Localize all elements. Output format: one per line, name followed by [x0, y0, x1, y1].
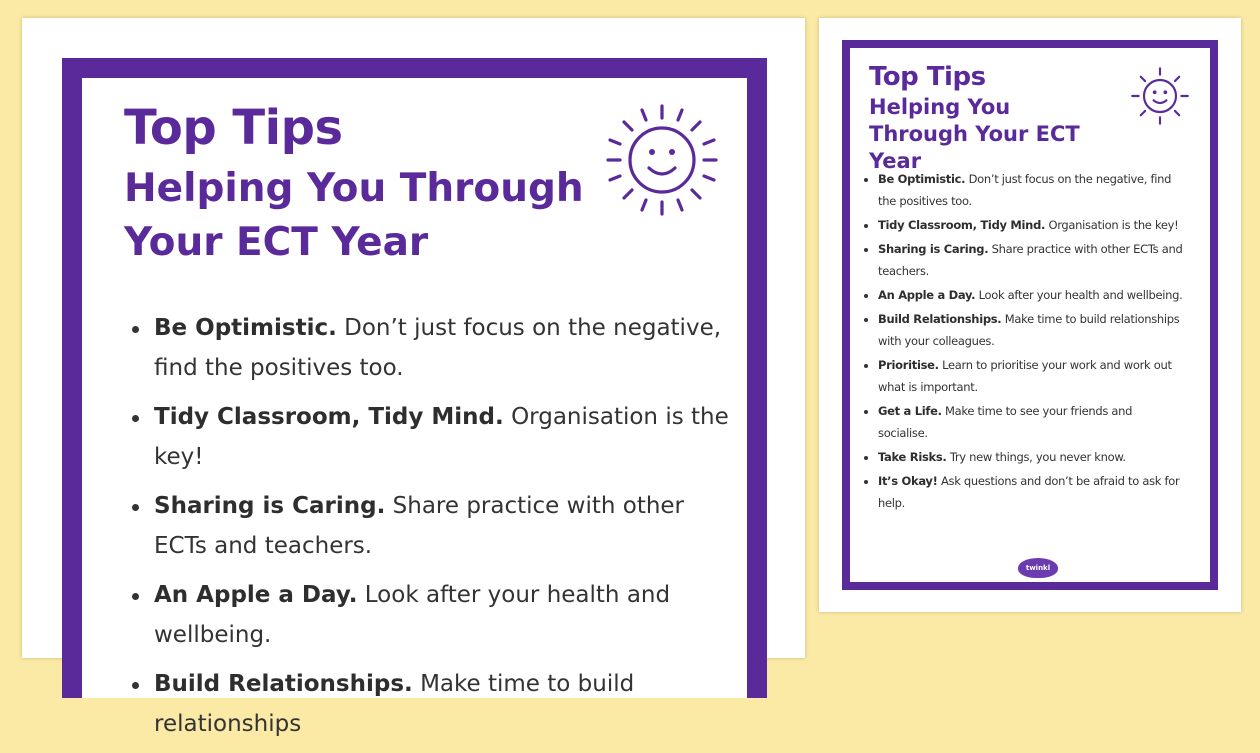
tips-list — [132, 308, 732, 753]
tip-heading: An Apple a Day. — [154, 582, 358, 608]
list-item — [864, 308, 1184, 352]
tips-list — [864, 168, 1184, 516]
tip-heading: An Apple a Day. — [878, 288, 976, 302]
list-item — [864, 238, 1184, 282]
tip-text: Organisation is the key! — [1048, 218, 1179, 232]
list-item — [864, 470, 1184, 514]
tip-text: Make time to build relationships — [154, 671, 635, 737]
tip-text: Make time to see your friends and socialise. — [878, 404, 1133, 440]
smiling-sun-icon — [1122, 64, 1198, 128]
small-poster-sheet — [819, 18, 1241, 612]
poster-subtitle: Helping You Through Your ECT Year — [124, 166, 584, 265]
list-item — [132, 486, 732, 566]
list-item — [864, 168, 1184, 212]
tip-heading: Take Risks. — [878, 450, 947, 464]
list-item — [132, 397, 732, 477]
tip-text: Ask questions and don’t be afraid to ask for help. — [878, 474, 1180, 510]
list-item — [132, 575, 732, 655]
tip-heading: Get a Life. — [878, 404, 942, 418]
poster-title: Top Tips — [869, 62, 986, 92]
tip-heading: Tidy Classroom, Tidy Mind. — [154, 404, 504, 430]
list-item — [864, 284, 1184, 306]
tip-text: Share practice with other ECTs and teachers. — [154, 493, 685, 559]
tip-heading: Be Optimistic. — [154, 315, 337, 341]
list-item — [864, 354, 1184, 398]
tip-text: Learn to prioritise your work and work out what is important. — [878, 358, 1172, 394]
brand-logo: twinkl — [1018, 558, 1058, 578]
tip-heading: Tidy Classroom, Tidy Mind. — [878, 218, 1046, 232]
tip-text: Don’t just focus on the negative, find the positives too. — [878, 172, 1172, 208]
tip-text: Share practice with other ECTs and teachers. — [878, 242, 1183, 278]
tip-heading: Build Relationships. — [878, 312, 1002, 326]
tip-heading: Be Optimistic. — [878, 172, 966, 186]
tip-heading: Build Relationships. — [154, 671, 413, 697]
poster-title: Top Tips — [124, 100, 343, 156]
list-item — [864, 446, 1184, 468]
list-item — [132, 664, 732, 744]
large-poster-sheet — [22, 18, 805, 737]
smiling-sun-icon — [592, 100, 732, 220]
tip-heading: Sharing is Caring. — [154, 493, 386, 519]
small-poster-frame — [842, 40, 1218, 590]
large-poster-frame — [62, 58, 767, 737]
tip-text: Make time to build relationships with your colleagues. — [878, 312, 1180, 348]
tip-heading: Sharing is Caring. — [878, 242, 989, 256]
tip-text: Try new things, you never know. — [949, 450, 1126, 464]
list-item — [864, 400, 1184, 444]
tip-text: Look after your health and wellbeing. — [978, 288, 1183, 302]
poster-subtitle: Helping You Through Your ECT Year — [869, 95, 1080, 173]
tip-heading: Prioritise. — [878, 358, 939, 372]
tip-text: Organisation is the key! — [154, 404, 729, 470]
tip-heading: It’s Okay! — [878, 474, 938, 488]
tip-text: Look after your health and wellbeing. — [154, 582, 671, 648]
tip-text: Don’t just focus on the negative, find the positives too. — [154, 315, 722, 381]
list-item — [864, 214, 1184, 236]
list-item — [132, 308, 732, 388]
